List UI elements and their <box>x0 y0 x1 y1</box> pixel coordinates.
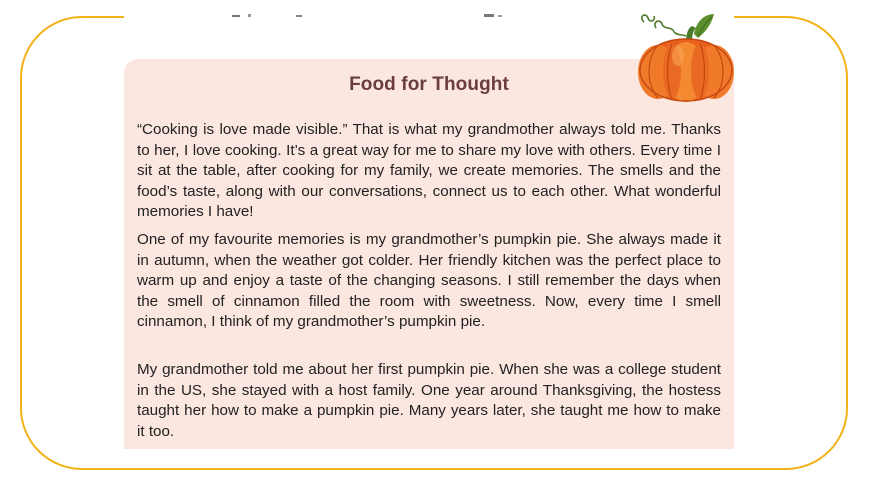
cropped-text-fragment <box>232 14 512 20</box>
article-title: Food for Thought <box>349 74 509 95</box>
article-paragraph-2: One of my favourite memories is my grandmother’s pumpkin pie. She always made it in autumn, when the weather got colder. Her friendly kitchen was the perfect place to warm up and enjoy a taste of the changing seasons. I still remember the days when the smell of cinnamon filled the room with sweetness. Now, every time I smell cinnamon, I think of my grandmother’s pumpkin pie. <box>137 231 721 330</box>
article-paragraph-3: My grandmother told me about her first pumpkin pie. When she was a college student in the US, she stayed with a host family. One year around Thanksgiving, the hostess taught her how to make a pumpkin pie. Many years later, she taught me how to make it too. <box>137 361 721 440</box>
article-paragraph-1: “Cooking is love made visible.” That is what my grandmother always told me. Thanks to her, I love cooking. It’s a great way for me to share my love with others. Every time I sit at the table, after cooking for my family, we create memories. The smells and the food’s taste, along with our conversations, connect us to each other. What wonderful memories I have! <box>137 121 721 220</box>
pumpkin-icon <box>634 12 738 104</box>
